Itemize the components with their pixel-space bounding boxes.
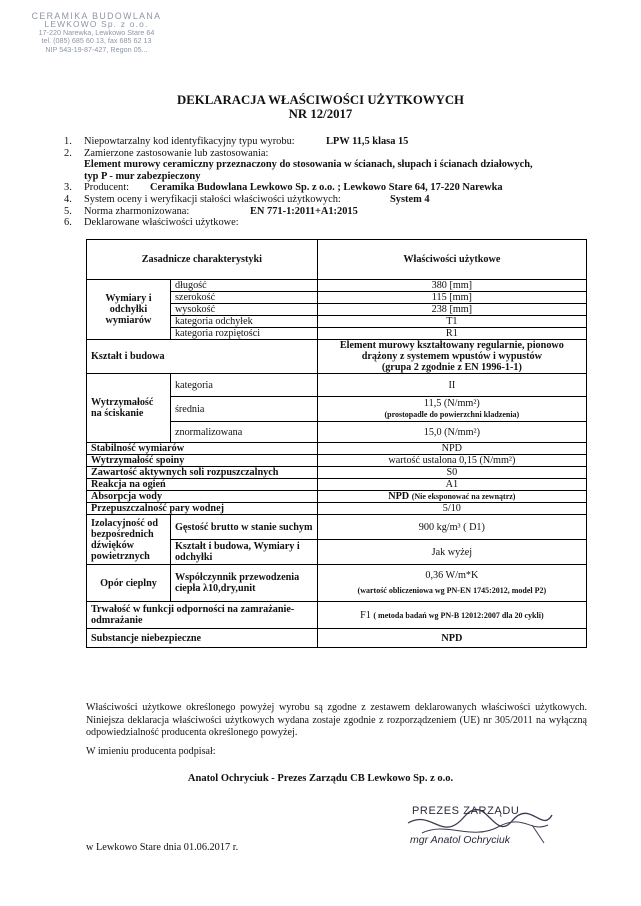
row-label: Kształt i budowa, Wymiary i odchyłki	[170, 540, 317, 565]
row-label: Współczynnik przewodzenia ciepła λ10,dry,unit	[170, 565, 317, 602]
table-row	[87, 602, 587, 629]
shape-value-line: Element murowy kształtowany regularnie, pionowo	[339, 340, 564, 351]
absorption-value: NPD	[388, 491, 410, 502]
item-4	[60, 194, 620, 206]
shape-value-line: drążony z systemem wpustów i wypustów	[361, 351, 542, 362]
table-row	[87, 491, 587, 503]
mean-note: (prostopadle do powierzchni kladzenia)	[384, 410, 520, 419]
absorption-note: (Nie eksponować na zewnątrz)	[411, 492, 516, 501]
frost-note: ( metoda badań wg PN-B 12012:2007 dla 20 cykli)	[373, 610, 544, 620]
item-2	[60, 148, 620, 160]
shape-label: Kształt i budowa	[87, 340, 318, 374]
item-2-value-line-1: Element murowy ceramiczny przeznaczony do stosowania w ścianach, słupach i ścianach działowych,	[84, 159, 533, 171]
row-value: 900 kg/m³ ( D1)	[317, 515, 586, 540]
table-row	[87, 629, 587, 648]
thermal-group-label: Opór cieplny	[87, 565, 171, 602]
stamp-title: PREZES ZARZĄDU	[412, 805, 520, 817]
row-label: Substancje niebezpieczne	[87, 629, 318, 648]
signature-stamp	[402, 803, 562, 859]
row-value: R1	[317, 328, 586, 340]
declaration-items	[60, 136, 620, 229]
conformity-statement: Właściwości użytkowe określonego powyżej wyrobu są zgodne z zestawem deklarowanych właściwości użytkowych. Niniejsza deklaracja właściwości użytkowych wydana zostaje zgodnie z rozporządzeniem (UE) nr 305/2011 na wyłączną odpowiedzialność producenta określonego powyżej.	[86, 702, 587, 739]
item-number: 6.	[64, 217, 72, 229]
stamp-line: NIP 543-19-87-427, Regon 05...	[45, 44, 148, 54]
thermal-value: 0,36 W/m*K	[425, 570, 479, 581]
compressive-group-label: Wytrzymałość na ściskanie	[87, 374, 171, 443]
row-value	[317, 491, 586, 503]
stamp-line: 17-220 Narewka, Lewkowo Stare 64	[38, 27, 155, 37]
table-row	[87, 515, 587, 540]
document-title: DEKLARACJA WŁAŚCIWOŚCI UŻYTKOWYCH	[176, 93, 465, 107]
item-value: LPW 11,5 klasa 15	[326, 136, 409, 147]
item-2-value-line-2: typ P - mur zabezpieczony	[84, 170, 201, 182]
row-label: wysokość	[170, 304, 317, 316]
shape-value	[317, 340, 586, 374]
row-label: szerokość	[170, 292, 317, 304]
row-label: kategoria	[170, 374, 317, 397]
item-1	[60, 136, 620, 148]
row-value: 5/10	[317, 503, 586, 515]
item-number: 5.	[64, 205, 72, 217]
row-label: Gęstość brutto w stanie suchym	[170, 515, 317, 540]
row-value: 238 [mm]	[317, 304, 586, 316]
row-label: długość	[170, 280, 317, 292]
table-row	[87, 479, 587, 491]
row-label: Stabilność wymiarów	[87, 443, 318, 455]
item-label: Niepowtarzalny kod identyfikacyjny typu wyrobu:	[84, 136, 295, 147]
item-number: 3.	[64, 182, 72, 194]
row-value: wartość ustalona 0,15 (N/mm²)	[317, 455, 586, 467]
frost-value: F1	[360, 609, 371, 621]
row-value: S0	[317, 467, 586, 479]
row-label: kategoria odchyłek	[170, 316, 317, 328]
stamp-line: CERAMIKA BUDOWLANA	[31, 11, 162, 21]
row-value: NPD	[317, 629, 586, 648]
row-label: Reakcja na ogień	[87, 479, 318, 491]
table-row	[87, 565, 587, 602]
item-3	[60, 182, 620, 194]
row-value	[317, 602, 586, 629]
row-label: Absorpcja wody	[87, 491, 318, 503]
table-row	[87, 374, 587, 397]
item-number: 4.	[64, 193, 72, 205]
row-value: II	[317, 374, 586, 397]
item-6	[60, 217, 620, 229]
row-value: 115 [mm]	[317, 292, 586, 304]
row-value: Jak wyżej	[317, 540, 586, 565]
row-label: Wytrzymałość spoiny	[87, 455, 318, 467]
item-label: Zamierzone zastosowanie lub zastosowania:	[84, 147, 269, 159]
properties-table	[86, 239, 587, 648]
row-value: NPD	[317, 443, 586, 455]
dimensions-group-label: Wymiary i odchyłki wymiarów	[87, 280, 171, 340]
item-value: EN 771-1:2011+A1:2015	[250, 205, 358, 217]
item-label: Producent:	[84, 182, 130, 194]
item-value: Ceramika Budowlana Lewkowo Sp. z o.o. ; Lewkowo Stare 64, 17-220 Narewka	[150, 182, 503, 194]
row-label: znormalizowana	[170, 422, 317, 443]
row-value: A1	[317, 479, 586, 491]
row-value	[317, 397, 586, 422]
row-label: kategoria rozpiętości	[170, 328, 317, 340]
thermal-note: (wartość obliczeniowa wg PN-EN 1745:2012, model P2)	[357, 586, 547, 595]
stamp-name: mgr Anatol Ochryciuk	[410, 834, 510, 846]
item-value: System 4	[390, 193, 430, 205]
row-label: Przepuszczalność pary wodnej	[87, 503, 318, 515]
table-row	[87, 280, 587, 292]
signed-on-behalf: W imieniu producenta podpisał:	[86, 746, 216, 757]
table-header-row	[87, 240, 587, 280]
row-label: Zawartość aktywnych soli rozpuszczalnych	[87, 467, 318, 479]
table-row	[87, 455, 587, 467]
shape-value-line: (grupa 2 zgodnie z EN 1996-1-1)	[381, 362, 522, 373]
header-characteristics: Zasadnicze charakterystyki	[87, 240, 318, 280]
stamp-line: LEWKOWO Sp. z o.o.	[44, 19, 149, 30]
place-date: w Lewkowo Stare dnia 01.06.2017 r.	[86, 842, 239, 853]
company-stamp	[14, 12, 179, 54]
row-value	[317, 565, 586, 602]
item-number: 2.	[64, 147, 72, 159]
item-number: 1.	[64, 136, 72, 147]
signer-name: Anatol Ochryciuk - Prezes Zarządu CB Lewkowo Sp. z o.o.	[187, 773, 454, 784]
mean-value: 11,5 (N/mm²)	[423, 398, 480, 409]
row-label: Trwałość w funkcji odporności na zamrażanie-odmrażanie	[87, 602, 318, 629]
stamp-line: tel. (085) 685 60 13, fax 685 62 13	[41, 36, 152, 46]
acoustic-group-label: Izolacyjność od bezpośrednich dźwięków powietrznych	[87, 515, 171, 565]
document-number: NR 12/2017	[288, 107, 353, 121]
header-performance: Właściwości użytkowe	[317, 240, 586, 280]
table-row	[87, 503, 587, 515]
item-5	[60, 206, 620, 218]
item-label: Deklarowane właściwości użytkowe:	[84, 217, 239, 229]
item-label: Norma zharmonizowana:	[84, 205, 190, 217]
row-label: średnia	[170, 397, 317, 422]
item-label: System oceny i weryfikacji stałości właściwości użytkowych:	[84, 193, 341, 205]
table-row	[87, 340, 587, 374]
row-value: 15,0 (N/mm²)	[317, 422, 586, 443]
table-row	[87, 443, 587, 455]
table-row	[87, 467, 587, 479]
row-value: 380 [mm]	[317, 280, 586, 292]
row-value: T1	[317, 316, 586, 328]
